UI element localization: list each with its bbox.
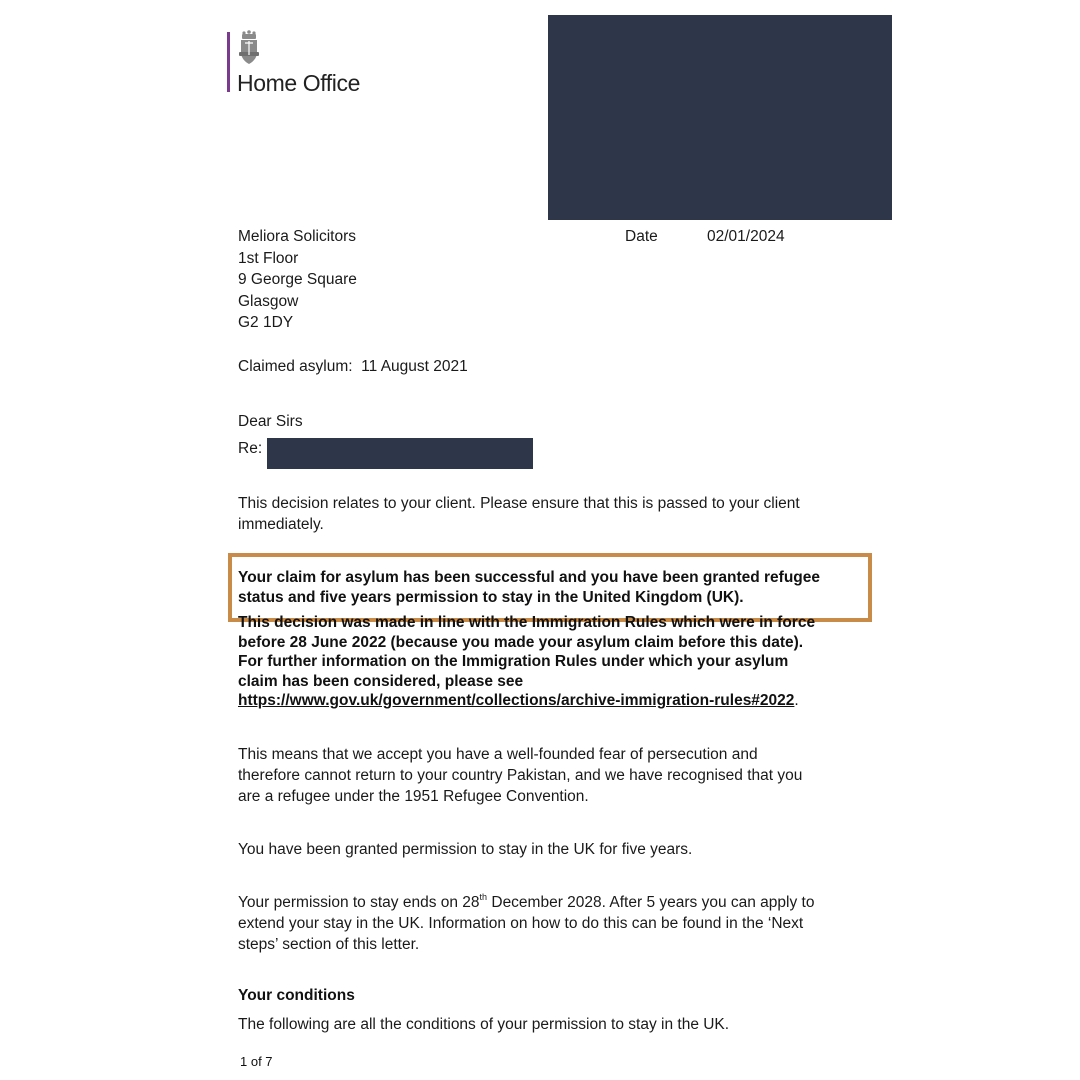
rules-line: For further information on the Immigration Rules under which your asylum xyxy=(238,653,789,670)
decision-line: Your claim for asylum has been successful and you have been granted refugee xyxy=(238,569,821,586)
address-line: Glasgow xyxy=(238,292,299,310)
date-value: 02/01/2024 xyxy=(707,228,785,245)
address-line: G2 1DY xyxy=(238,314,294,331)
recipient-address xyxy=(238,226,357,334)
decision-line: status and five years permission to stay in the United Kingdom (UK). xyxy=(238,588,744,606)
re-label: Re: xyxy=(238,440,263,457)
rules-line: before 28 June 2022 (because you made your asylum claim before this date). xyxy=(238,633,804,651)
claimed-asylum: Claimed asylum: 11 August 2021 xyxy=(238,358,468,375)
recognition-line: are a refugee under the 1951 Refugee Convention. xyxy=(238,788,589,805)
link-suffix: . xyxy=(794,692,799,709)
conditions-text: The following are all the conditions of your permission to stay in the UK. xyxy=(238,1016,730,1033)
brand-bar xyxy=(227,32,230,92)
rules-line: This decision was made in line with the Immigration Rules which were in force xyxy=(238,614,816,631)
granted-paragraph: You have been granted permission to stay in the UK for five years. xyxy=(238,841,693,858)
ordinal-suffix: th xyxy=(479,892,488,902)
rules-paragraph xyxy=(238,613,815,711)
decision-highlight-box xyxy=(228,553,872,622)
salutation: Dear Sirs xyxy=(238,413,303,430)
conditions-heading: Your conditions xyxy=(238,987,355,1004)
redaction-block xyxy=(548,15,892,220)
redaction-block xyxy=(267,438,533,469)
immigration-rules-link[interactable]: https://www.gov.uk/government/collections/archive-immigration-rules#2022 xyxy=(238,692,795,709)
recognition-line: therefore cannot return to your country Pakistan, and we have recognised that you xyxy=(238,767,803,784)
address-line: Meliora Solicitors xyxy=(238,228,357,245)
rules-line: claim has been considered, please see xyxy=(238,672,524,690)
recognition-line: This means that we accept you have a well-founded fear of persecution and xyxy=(238,746,758,763)
intro-paragraph xyxy=(238,493,800,535)
page-number: 1 of 7 xyxy=(240,1054,273,1069)
royal-crest-icon xyxy=(236,30,262,70)
address-line: 9 George Square xyxy=(238,271,357,288)
end-line: steps’ section of this letter. xyxy=(238,936,420,953)
date-label: Date xyxy=(625,228,658,245)
end-date-suffix: December 2028. After 5 years you can apply to xyxy=(487,894,815,911)
end-line: extend your stay in the UK. Information on how to do this can be found in the ‘Next xyxy=(238,915,804,932)
intro-line: This decision relates to your client. Please ensure that this is passed to your client xyxy=(238,495,800,512)
department-name: Home Office xyxy=(237,70,360,96)
end-date-prefix: Your permission to stay ends on 28 xyxy=(238,894,480,911)
permission-end-paragraph xyxy=(238,892,814,955)
intro-line: immediately. xyxy=(238,516,324,533)
recognition-paragraph xyxy=(238,744,802,807)
address-line: 1st Floor xyxy=(238,249,299,267)
